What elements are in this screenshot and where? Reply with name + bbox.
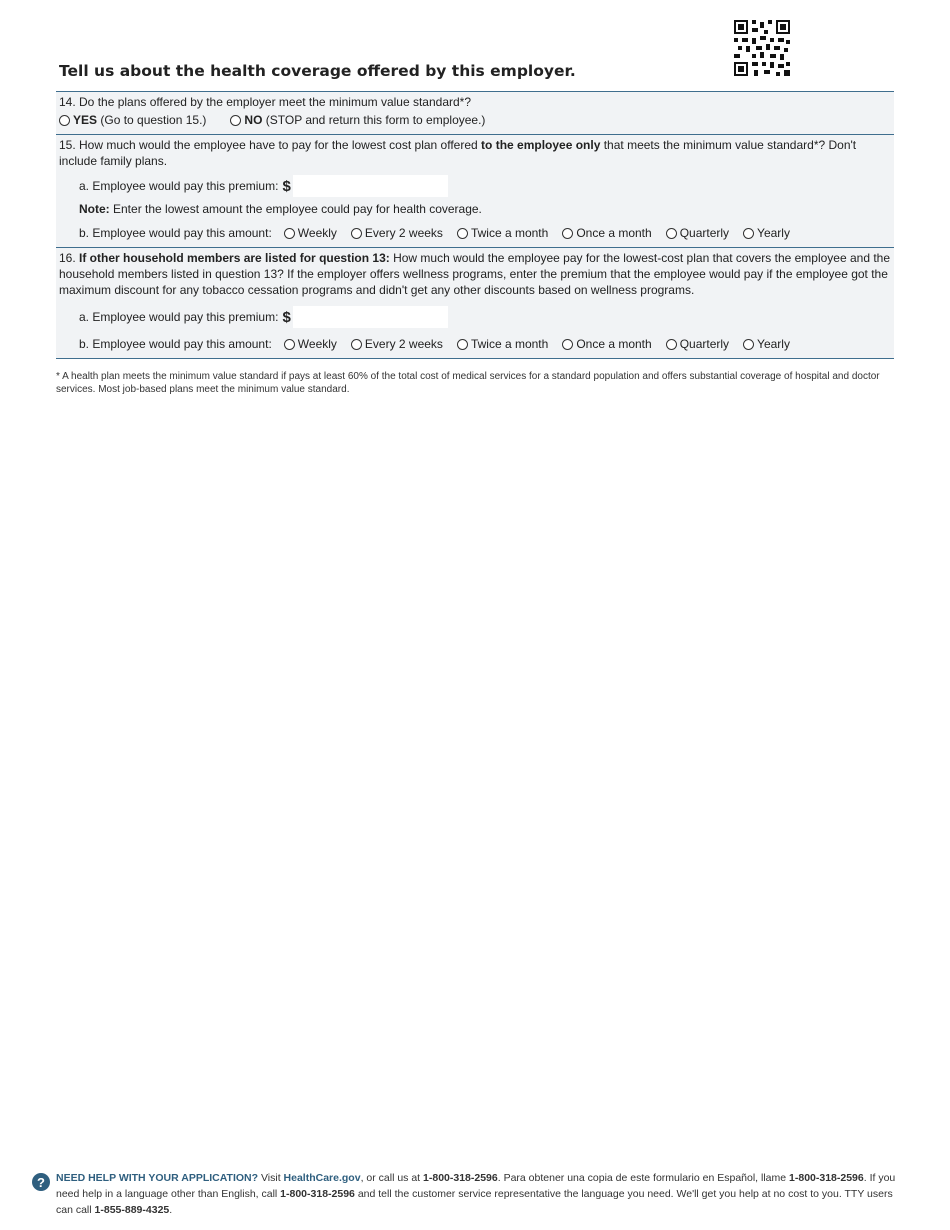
help-text-part: . — [169, 1204, 173, 1216]
help-text-part: . Para obtener una copia de este formulario en Español, llame — [497, 1172, 790, 1184]
question-16-number: 16. — [59, 251, 80, 265]
help-icon: ? — [32, 1173, 50, 1191]
need-help-heading: NEED HELP WITH YOUR APPLICATION? — [56, 1172, 259, 1184]
question-15-text-b: that meets the minimum value standard*? Don't include family plans. — [59, 138, 857, 168]
question-14-options — [59, 110, 891, 130]
phone-number: 1-800-318-2596 — [423, 1172, 498, 1184]
premium-input[interactable] — [293, 175, 448, 197]
yes-option[interactable] — [59, 113, 206, 127]
radio[interactable] — [666, 339, 677, 350]
option-label: Yearly — [757, 226, 790, 240]
radio[interactable] — [284, 228, 295, 239]
help-text-part: Visit — [258, 1172, 284, 1184]
radio[interactable] — [562, 339, 573, 350]
currency-symbol: $ — [282, 177, 291, 195]
radio[interactable] — [666, 228, 677, 239]
frequency-option-twice-a-month[interactable] — [457, 337, 548, 351]
no-radio[interactable] — [230, 115, 241, 126]
help-text — [56, 1170, 902, 1218]
radio[interactable] — [743, 228, 754, 239]
option-label: Weekly — [297, 226, 337, 240]
question-15 — [56, 134, 894, 247]
phone-number: 1-800-318-2596 — [789, 1172, 864, 1184]
radio[interactable] — [562, 228, 573, 239]
question-15-text-a: 15. How much would the employee have to pay for the lowest cost plan offered — [59, 138, 482, 152]
help-text-part: and tell the customer service representative the language you need. We'll get you help at no cost to you. TTY users can call — [56, 1188, 896, 1216]
frequency-option-every-2-weeks[interactable] — [351, 226, 443, 240]
phone-number: 1-800-318-2596 — [280, 1188, 355, 1200]
help-footer — [32, 1170, 902, 1218]
question-15-note — [59, 199, 891, 219]
coverage-form — [56, 91, 894, 359]
frequency-option-twice-a-month[interactable] — [457, 226, 548, 240]
question-15-emphasis: to the employee only — [481, 138, 601, 152]
footnote: * A health plan meets the minimum value standard if pays at least 60% of the total cost of medical services for a standard population and offers substantial coverage of hospital and doctor services. Most job-based plans meet the minimum value standard. — [56, 371, 880, 395]
radio[interactable] — [743, 339, 754, 350]
radio[interactable] — [351, 339, 362, 350]
frequency-option-yearly[interactable] — [743, 226, 790, 240]
option-label: Once a month — [576, 337, 652, 351]
option-label: Weekly — [297, 337, 337, 351]
option-label: Every 2 weeks — [364, 337, 443, 351]
frequency-option-once-a-month[interactable] — [562, 226, 651, 240]
frequency-option-once-a-month[interactable] — [562, 337, 651, 351]
radio[interactable] — [457, 228, 468, 239]
amount-label: b. Employee would pay this amount: — [79, 337, 272, 351]
question-16-premium-row — [59, 304, 891, 330]
option-label: Twice a month — [470, 337, 549, 351]
no-label: NO — [244, 113, 263, 127]
section-title: Tell us about the health coverage offered by this employer. — [59, 62, 576, 80]
help-text-part: . If you need help in a language other than English, call — [56, 1172, 899, 1200]
amount-label: b. Employee would pay this amount: — [79, 226, 272, 240]
note-text: Enter the lowest amount the employee could pay for health coverage. — [109, 202, 482, 216]
frequency-option-quarterly[interactable] — [666, 226, 729, 240]
yes-radio[interactable] — [59, 115, 70, 126]
healthcare-gov-link[interactable]: HealthCare.gov — [283, 1172, 361, 1184]
radio[interactable] — [457, 339, 468, 350]
no-option[interactable] — [230, 113, 485, 127]
yes-label: YES — [73, 113, 98, 127]
frequency-option-every-2-weeks[interactable] — [351, 337, 443, 351]
question-15-frequency-row — [59, 223, 891, 243]
option-label: Twice a month — [470, 226, 549, 240]
currency-symbol: $ — [282, 308, 291, 326]
question-14-text: 14. Do the plans offered by the employer meet the minimum value standard*? — [59, 95, 472, 109]
frequency-option-weekly[interactable] — [284, 226, 337, 240]
frequency-option-yearly[interactable] — [743, 337, 790, 351]
question-16 — [56, 247, 894, 359]
no-note: (STOP and return this form to employee.) — [265, 113, 486, 127]
option-label: Every 2 weeks — [364, 226, 443, 240]
qr-code — [734, 20, 790, 76]
question-16-text — [59, 250, 891, 298]
note-label: Note: — [79, 202, 110, 216]
question-16-frequency-row — [59, 334, 891, 354]
option-label: Yearly — [757, 337, 790, 351]
option-label: Quarterly — [679, 226, 730, 240]
radio[interactable] — [351, 228, 362, 239]
frequency-option-weekly[interactable] — [284, 337, 337, 351]
premium-input[interactable] — [293, 306, 448, 328]
frequency-option-quarterly[interactable] — [666, 337, 729, 351]
premium-label: a. Employee would pay this premium: — [79, 179, 279, 193]
option-label: Once a month — [576, 226, 652, 240]
option-label: Quarterly — [679, 337, 730, 351]
question-16-emphasis: If other household members are listed for question 13: — [79, 251, 390, 265]
question-16-text-rest: How much would the employee pay for the lowest-cost plan that covers the employee and the household members listed in question 13? If the employer offers wellness programs, enter the premium that the employee would pay if the employee got the maximum discount for any tobacco cessation programs and didn't get any other discounts based on wellness programs. — [59, 251, 891, 297]
question-14 — [56, 91, 894, 134]
question-15-premium-row — [59, 173, 891, 199]
help-text-part: , or call us at — [360, 1172, 424, 1184]
yes-note: (Go to question 15.) — [100, 113, 207, 127]
question-15-text — [59, 137, 891, 169]
radio[interactable] — [284, 339, 295, 350]
tty-number: 1-855-889-4325 — [94, 1204, 170, 1216]
premium-label: a. Employee would pay this premium: — [79, 310, 279, 324]
